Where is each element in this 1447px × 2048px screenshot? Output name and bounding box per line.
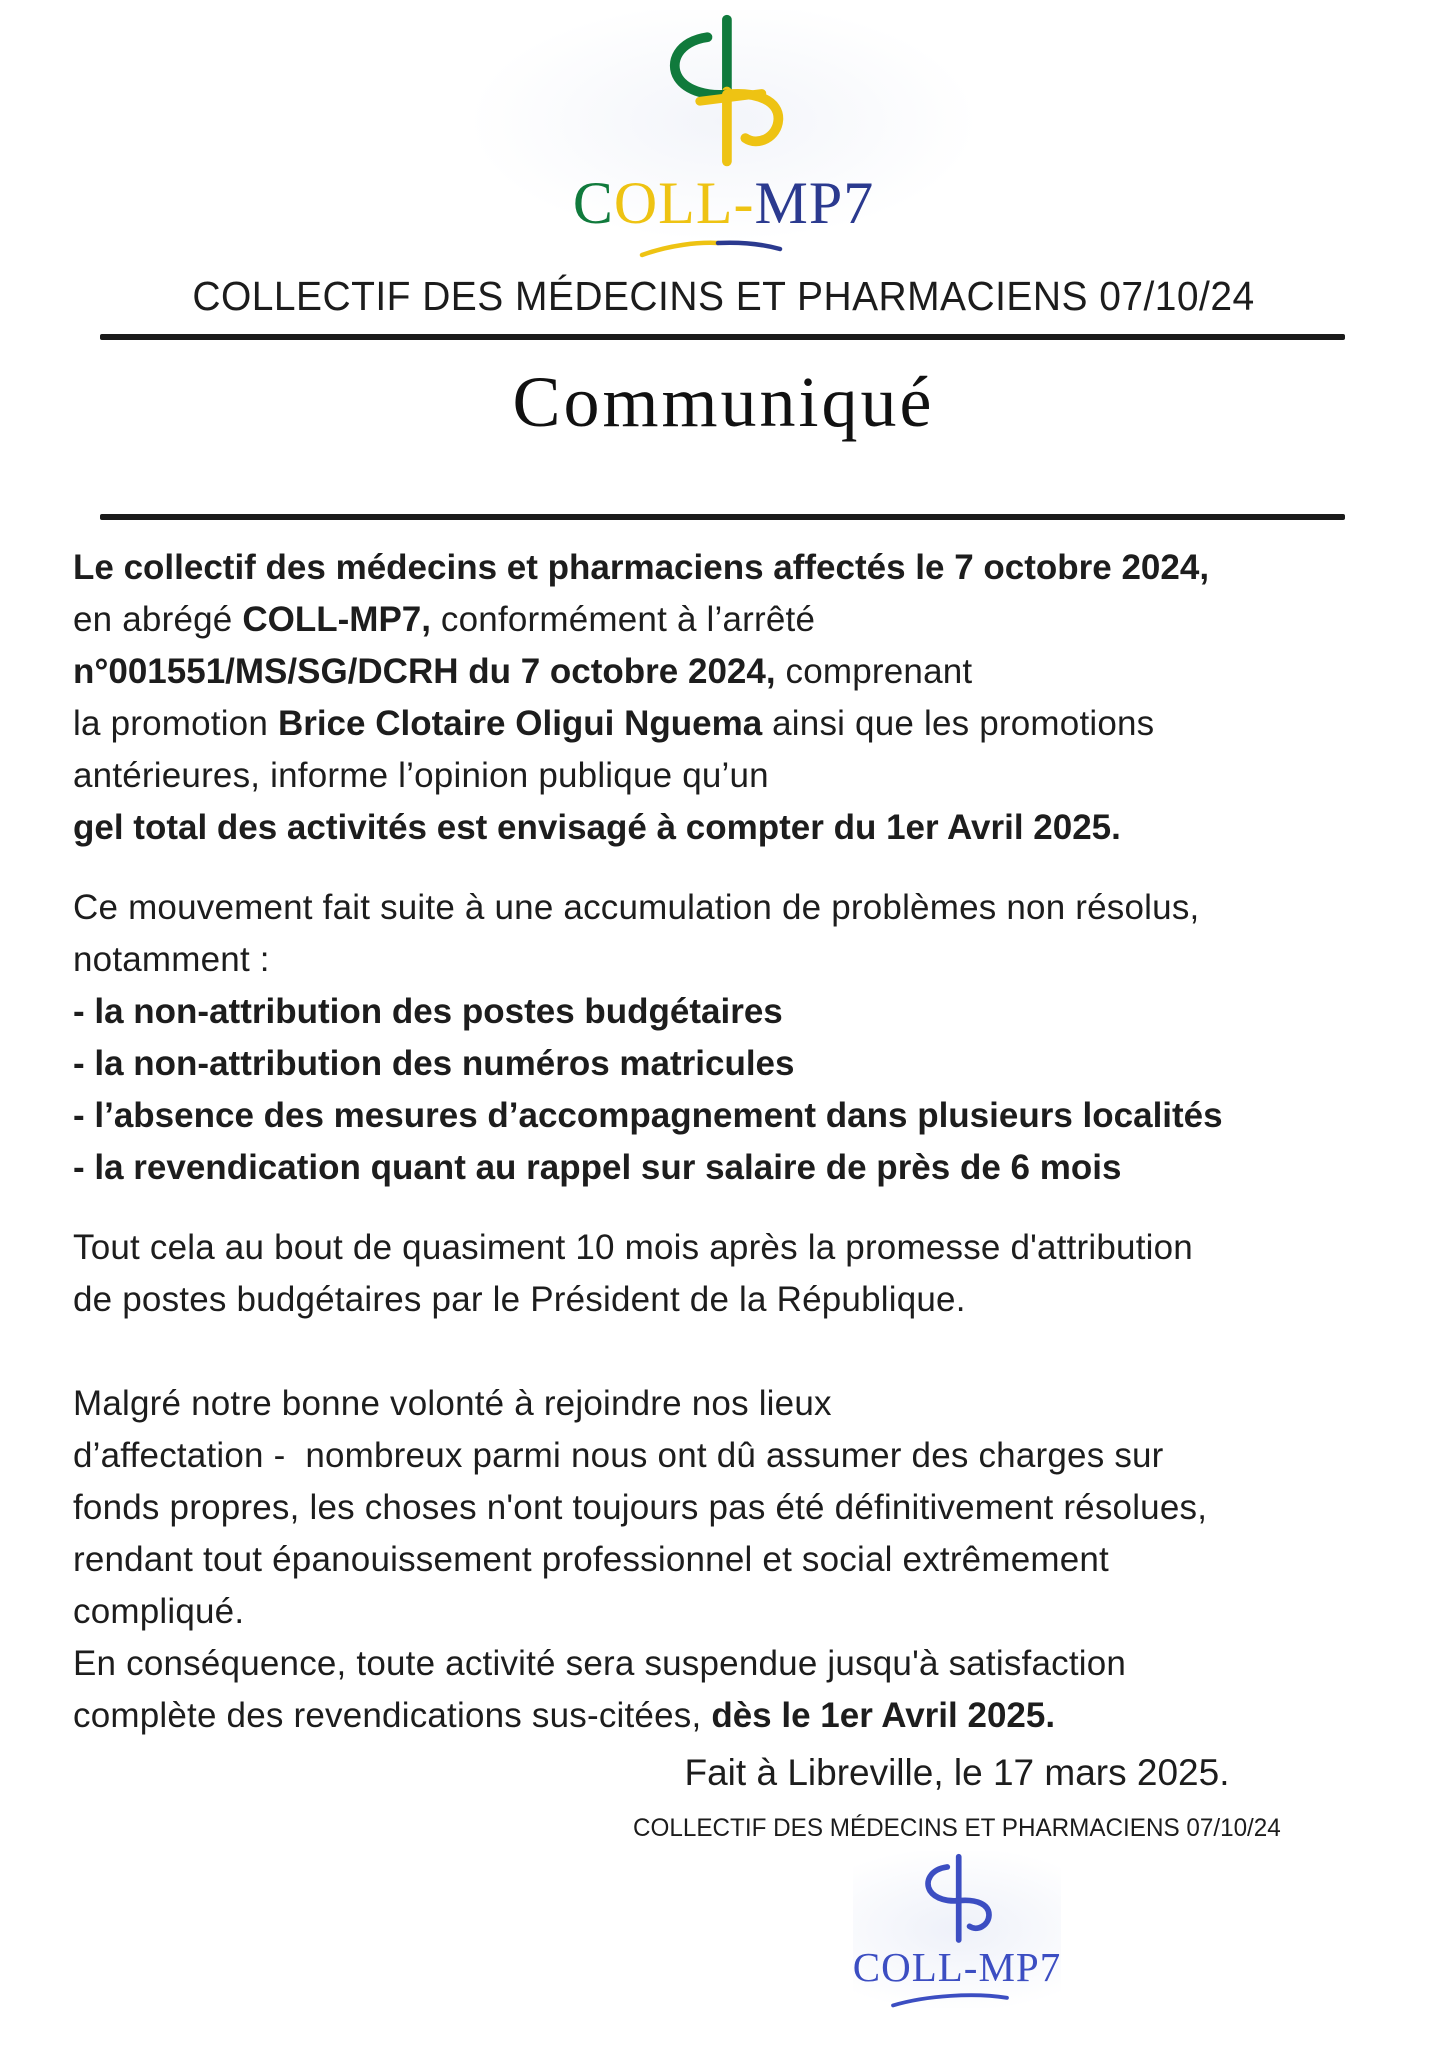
body-line [73, 1482, 1388, 1534]
text-segment: Brice Clotaire Oligui Nguema [277, 704, 763, 743]
text-segment: comprenant [775, 652, 973, 691]
text-segment: conformément à l’arrêté [430, 600, 816, 639]
logo-swoosh-icon [636, 238, 786, 258]
text-segment: En conséquence, toute activité sera suspendue jusqu'à satisfaction [73, 1644, 1127, 1683]
text-segment: Tout cela au bout de quasiment 10 mois après la promesse d'attribution [73, 1228, 1193, 1267]
text-segment: d’affectation - nombreux parmi nous ont dû assumer des charges sur [73, 1436, 1164, 1475]
body-line [73, 1534, 1388, 1586]
body-line [73, 646, 1388, 698]
body-line [73, 1586, 1388, 1638]
body-line [73, 882, 1388, 934]
body-line [73, 934, 1388, 986]
top-logo [0, 10, 1447, 258]
body-line [73, 1430, 1388, 1482]
body-line [73, 802, 1388, 854]
paragraph [73, 542, 1388, 854]
body-line [73, 1142, 1388, 1194]
text-segment: COLL-MP7, [242, 600, 431, 639]
signature-block [627, 1750, 1287, 2008]
org-banner: COLLECTIF DES MÉDECINS ET PHARMACIENS 07/10/24 [192, 273, 1255, 319]
communique-title: Communiqué [512, 362, 935, 442]
paragraph [73, 1378, 1388, 1742]
text-segment: - l’absence des mesures d’accompagnement dans plusieurs localités [73, 1096, 1223, 1135]
body-line [73, 1378, 1388, 1430]
signature-org-line: COLLECTIF DES MÉDECINS ET PHARMACIENS 07/10/24 [633, 1814, 1281, 1842]
body-line [73, 594, 1388, 646]
text-segment: compliqué. [73, 1592, 245, 1631]
text-segment: la promotion [73, 704, 278, 743]
text-segment: dès le 1er Avril 2025. [711, 1696, 1056, 1735]
paragraph [73, 1222, 1388, 1326]
text-segment: rendant tout épanouissement professionnel et social extrêmement [73, 1540, 1109, 1579]
body-line [73, 750, 1388, 802]
text-segment: - la non-attribution des postes budgétaires [73, 992, 783, 1031]
body-line [73, 698, 1388, 750]
text-segment: complète des revendications sus-citées, [73, 1696, 712, 1735]
logo-letters-oll: OLL- [613, 170, 755, 236]
text-segment: antérieures, informe l’opinion publique qu’un [73, 756, 769, 795]
text-segment: fonds propres, les choses n'ont toujours pas été définitivement résolues, [73, 1488, 1208, 1527]
coll-mp7-emblem-icon [649, 10, 799, 175]
logo-wordmark [572, 170, 875, 236]
text-segment: notamment : [73, 940, 270, 979]
text-segment: - la non-attribution des numéros matricules [73, 1044, 795, 1083]
body-line [73, 1222, 1388, 1274]
text-segment: gel total des activités est envisagé à compter du 1er Avril 2025. [73, 808, 1121, 847]
bottom-logo-swoosh-icon [886, 1991, 1014, 2008]
body-text [73, 542, 1388, 1742]
logo-letters-mp7: MP7 [754, 170, 875, 236]
date-line: Fait à Libreville, le 17 mars 2025. [684, 1752, 1230, 1793]
text-segment: ainsi que les promotions [762, 704, 1155, 743]
bottom-logo-wordmark: COLL-MP7 [852, 1944, 1062, 1990]
logo-letter-c: C [572, 170, 614, 236]
text-segment: en abrégé [73, 600, 243, 639]
body-line [73, 1638, 1388, 1690]
text-segment: Le collectif des médecins et pharmaciens affectés le 7 octobre 2024, [73, 548, 1210, 587]
text-segment: de postes budgétaires par le Président de la République. [73, 1280, 966, 1319]
paragraph [73, 882, 1388, 1194]
text-segment: n°001551/MS/SG/DCRH du 7 octobre 2024, [73, 652, 776, 691]
body-line [73, 986, 1388, 1038]
body-line [73, 542, 1388, 594]
bottom-logo [853, 1851, 1061, 2008]
text-segment: Ce mouvement fait suite à une accumulation de problèmes non résolus, [73, 888, 1200, 927]
body-line [73, 1690, 1388, 1742]
text-segment: Malgré notre bonne volonté à rejoindre nos lieux [73, 1384, 832, 1423]
body-line [73, 1038, 1388, 1090]
horizontal-rule-bottom [100, 514, 1345, 520]
body-line [73, 1274, 1388, 1326]
body-line [73, 1090, 1388, 1142]
horizontal-rule-top [100, 334, 1345, 340]
text-segment: - la revendication quant au rappel sur salaire de près de 6 mois [73, 1148, 1122, 1187]
coll-mp7-emblem-blue-icon [913, 1851, 1001, 1948]
